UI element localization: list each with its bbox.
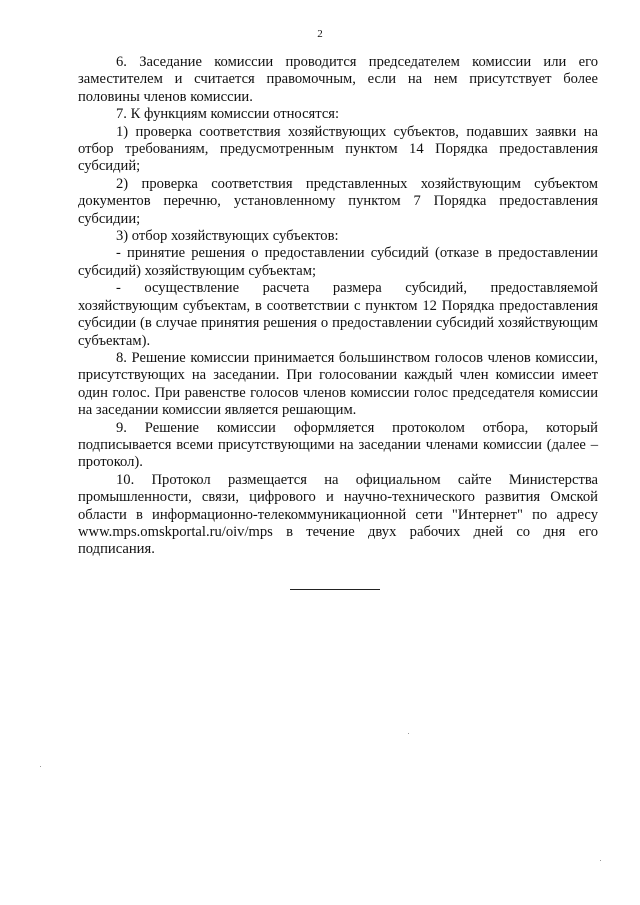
dash-item-calculation: - осуществление расчета размера субсидий, предоставляемой хозяйствующим субъектам, в соответствии с пунктом 12 Порядка предоставления субсидии (в случае принятия решения о предоставлении субсидий хозяйствующим субъектам). xyxy=(78,280,598,349)
page-number: 2 xyxy=(317,28,323,40)
scan-speck xyxy=(600,860,601,861)
scan-speck xyxy=(408,733,409,734)
end-separator-line xyxy=(290,589,380,590)
subitem-2-check-documents: 2) проверка соответствия представленных хозяйствующим субъектом документов перечню, установленному пунктом 7 Порядка предоставления субсидии; xyxy=(78,175,598,227)
paragraph-6-meeting: 6. Заседание комиссии проводится председателем комиссии или его заместителем и считается правомочным, если на нем присутствует более половины членов комиссии. xyxy=(78,54,598,105)
subitem-3-selection: 3) отбор хозяйствующих субъектов: xyxy=(116,228,339,245)
paragraph-9-protocol: 9. Решение комиссии оформляется протоколом отбора, который подписывается всеми присутствующими на заседании членами комиссии (далее – протокол). xyxy=(78,419,598,471)
paragraph-8-voting: 8. Решение комиссии принимается большинством голосов членов комиссии, присутствующих на заседании. При голосовании каждый член комиссии имеет один голос. При равенстве голосов членов комиссии голос председателя комиссии на заседании комиссии является решающим. xyxy=(78,349,598,419)
subitem-1-check-subjects: 1) проверка соответствия хозяйствующих субъектов, подавших заявки на отбор требованиям, предусмотренным пунктом 14 Порядка предоставления субсидий; xyxy=(78,123,598,175)
dash-item-decision: - принятие решения о предоставлении субсидий (отказе в предоставлении субсидий) хозяйствующим субъектам; xyxy=(78,245,598,279)
paragraph-10-publication: 10. Протокол размещается на официальном сайте Министерства промышленности, связи, цифрового и научно-технического развития Омской области в информационно-телекоммуникационной сети "Интернет" по адресу www.mps.omskportal.ru/oiv/mps в течение двух рабочих дней со дня его подписания. xyxy=(78,471,598,558)
paragraph-7-functions: 7. К функциям комиссии относятся: xyxy=(116,106,340,123)
document-body xyxy=(78,54,598,559)
scan-speck xyxy=(40,766,41,767)
